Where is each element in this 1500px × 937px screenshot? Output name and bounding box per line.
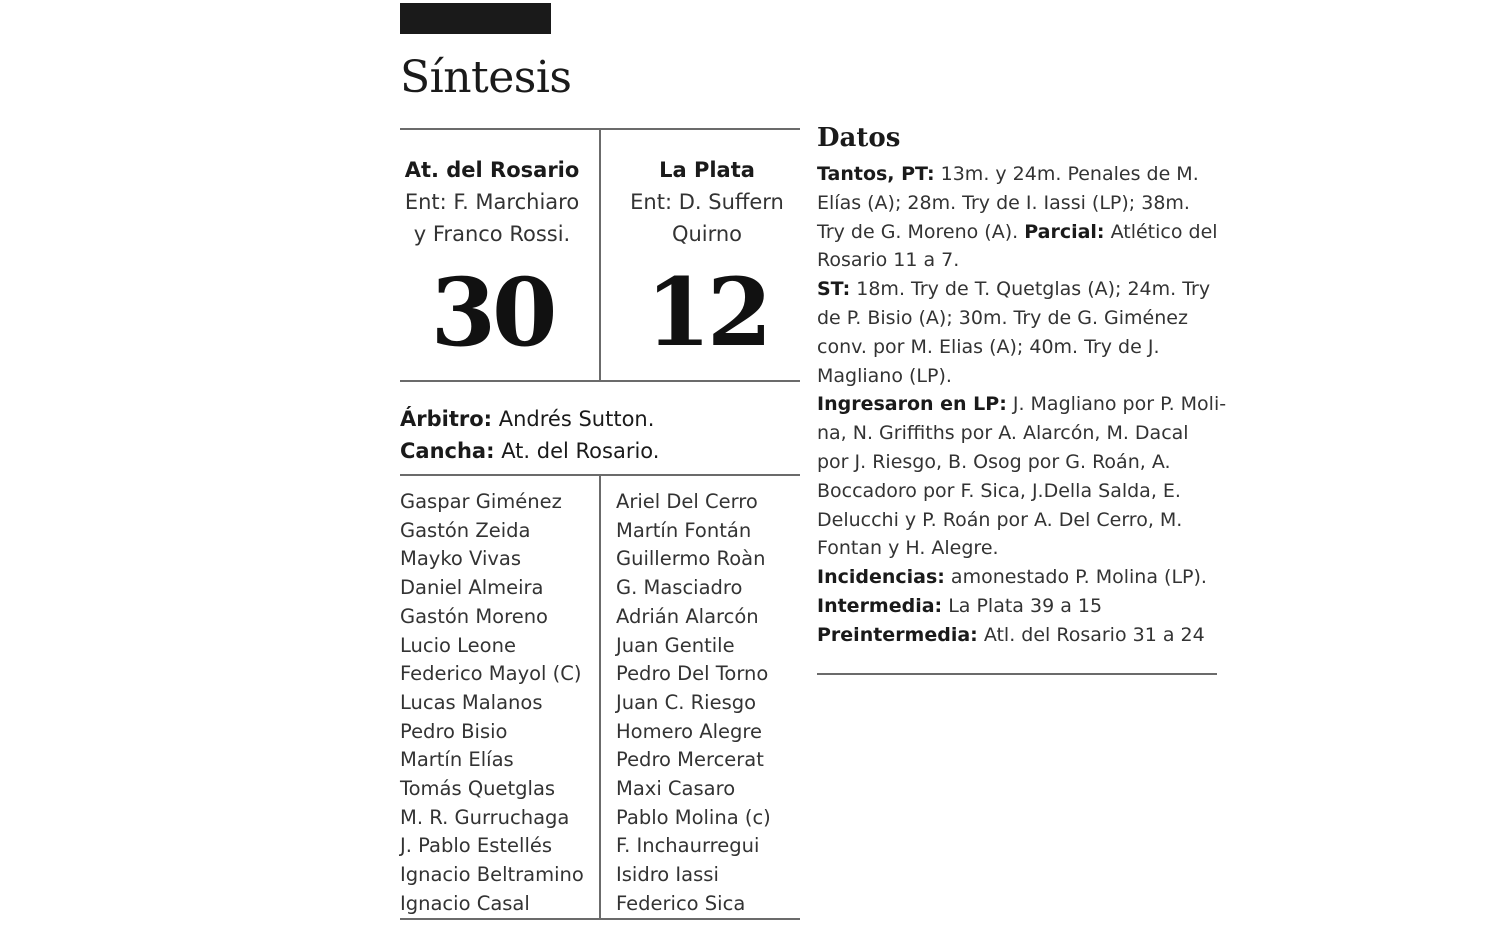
referee-line [400, 403, 659, 435]
datos-text: Atlético del [1104, 220, 1218, 243]
officials [400, 403, 659, 467]
player-item: G. Masciadro [616, 576, 743, 600]
datos-line [817, 621, 1217, 650]
player-item: Juan C. Riesgo [616, 690, 757, 714]
team-name: La Plata [659, 158, 755, 182]
player-item: Guillermo Roàn [616, 547, 766, 571]
divider-datos [817, 673, 1217, 675]
field-value: At. del Rosario. [501, 439, 660, 463]
datos-text: Rosario 11 a 7. [817, 249, 960, 272]
player-item: Gastón Zeida [400, 518, 531, 542]
datos-line [817, 592, 1217, 621]
field-line [400, 435, 659, 467]
lineup-home [400, 488, 584, 919]
player-item: Pedro Mercerat [616, 748, 764, 772]
player-item: Federico Mayol (C) [400, 662, 582, 686]
datos-line [817, 275, 1217, 304]
datos-label: Preintermedia: [817, 623, 978, 646]
datos-text: La Plata 39 a 15 [942, 594, 1103, 617]
player-item: Gaspar Giménez [400, 490, 562, 513]
player-item: Mayko Vivas [400, 547, 522, 571]
datos-label: Incidencias: [817, 566, 945, 589]
divider-score [400, 380, 800, 382]
referee-label: Árbitro: [400, 407, 493, 431]
datos-line [817, 506, 1217, 535]
player-item: Ignacio Casal [400, 891, 530, 915]
datos-text: J. Magliano por P. Moli- [1006, 393, 1227, 416]
lineup-away [616, 488, 771, 919]
datos-heading: Datos [817, 123, 901, 153]
datos-text: Try de G. Moreno (A). [817, 220, 1025, 243]
datos-text: Elías (A); 28m. Try de I. Iassi (LP); 38m. [817, 191, 1190, 214]
referee-value: Andrés Sutton. [498, 407, 655, 431]
datos-text: Magliano (LP). [817, 364, 952, 387]
datos-line [817, 362, 1217, 391]
team-coach: Ent: F. Marchiaro y Franco Rossi. [404, 190, 580, 246]
player-item: J. Pablo Estellés [400, 834, 553, 858]
player-item: Lucio Leone [400, 633, 516, 657]
datos-text: Fontan y H. Alegre. [817, 537, 999, 560]
datos-line [817, 390, 1227, 419]
datos-body [817, 160, 1227, 650]
player-item: Pedro Bisio [400, 719, 508, 743]
section-bar [400, 3, 551, 34]
datos-text: Boccadoro por F. Sica, J.Della Salda, E. [817, 479, 1181, 502]
player-item: Isidro Iassi [616, 863, 719, 887]
player-item: M. R. Gurruchaga [400, 805, 570, 829]
datos-line [817, 189, 1217, 218]
datos-text: por J. Riesgo, B. Osog por G. Roán, A. [817, 450, 1171, 473]
datos-line [817, 534, 1217, 563]
player-item: Martín Fontán [616, 518, 752, 542]
player-item: Gastón Moreno [400, 604, 548, 628]
player-item: Tomás Quetglas [400, 777, 556, 801]
score-home: 30 [430, 258, 554, 368]
player-item: Daniel Almeira [400, 576, 544, 600]
datos-line [817, 218, 1217, 247]
datos-text: de P. Bisio (A); 30m. Try de G. Giménez [817, 306, 1188, 329]
datos-text: na, N. Griffiths por A. Alarcón, M. Dacal [817, 422, 1189, 445]
datos-line [817, 246, 1217, 275]
datos-line [817, 448, 1217, 477]
player-item: Juan Gentile [616, 633, 735, 657]
player-item: Lucas Malanos [400, 690, 543, 714]
divider-teams [599, 128, 601, 382]
divider-lineups [599, 476, 601, 920]
datos-label: ST: [817, 278, 851, 301]
field-label: Cancha: [400, 439, 495, 463]
datos-label: Ingresaron en LP: [817, 393, 1007, 416]
player-item: Federico Sica [616, 891, 746, 915]
player-item: Adrián Alarcón [616, 604, 759, 628]
datos-line [817, 333, 1217, 362]
datos-line [817, 419, 1217, 448]
datos-text: conv. por M. Elias (A); 40m. Try de J. [817, 335, 1160, 358]
team-home [392, 154, 592, 250]
team-away [607, 154, 807, 250]
datos-line [817, 477, 1217, 506]
datos-text: Delucchi y P. Roán por A. Del Cerro, M. [817, 508, 1183, 531]
datos-panel [817, 120, 1227, 650]
page-title: Síntesis [400, 52, 572, 103]
datos-text: 13m. y 24m. Penales de M. [934, 163, 1199, 185]
player-item: Ariel Del Cerro [616, 490, 758, 513]
player-item: Homero Alegre [616, 719, 763, 743]
team-coach: Ent: D. Suffern Quirno [630, 190, 784, 246]
player-item: F. Inchaurregui [616, 834, 760, 858]
datos-label: Intermedia: [817, 594, 943, 617]
datos-line [817, 304, 1217, 333]
datos-text: amonestado P. Molina (LP). [944, 566, 1207, 589]
player-item: Pedro Del Torno [616, 662, 769, 686]
datos-label: Tantos, PT: [817, 163, 935, 185]
player-item: Martín Elías [400, 748, 514, 772]
datos-line [817, 563, 1217, 592]
player-item: Pablo Molina (c) [616, 805, 771, 829]
player-item: Maxi Casaro [616, 777, 736, 801]
score-away: 12 [645, 258, 769, 368]
datos-text: 18m. Try de T. Quetglas (A); 24m. Try [850, 278, 1211, 301]
player-item: Ignacio Beltramino [400, 863, 584, 887]
datos-text: Atl. del Rosario 31 a 24 [977, 623, 1205, 646]
datos-label: Parcial: [1024, 220, 1105, 243]
datos-line [817, 160, 1217, 189]
team-name: At. del Rosario [404, 158, 580, 182]
